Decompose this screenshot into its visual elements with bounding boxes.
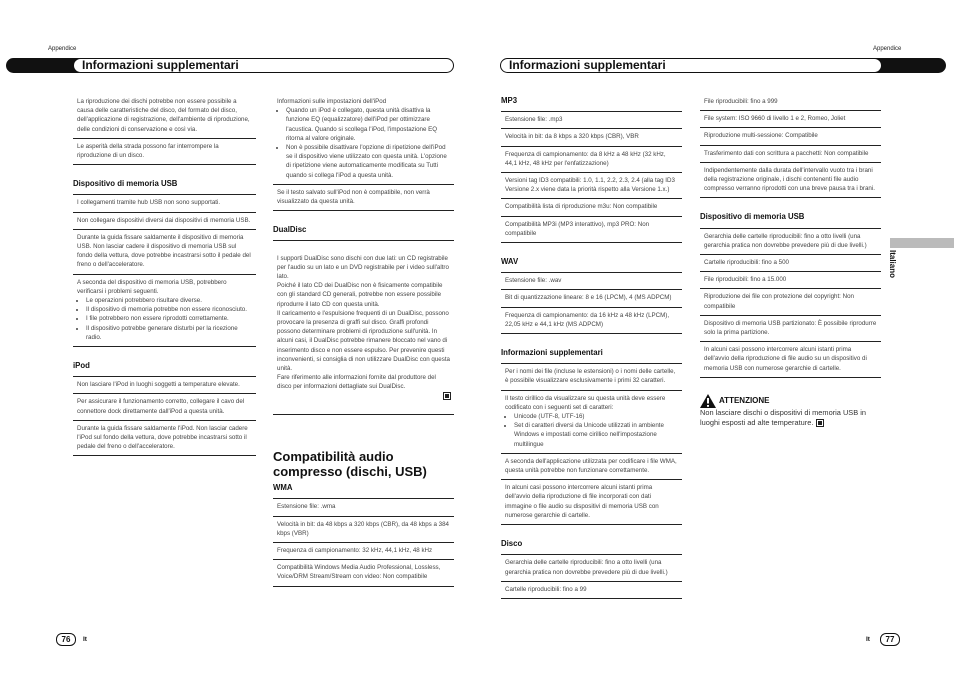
list-item: • Non è possibile disattivare l'opzione di ripetizione dell'iPod se il dispositivo viene utilizzato con questa unità. L'opzione di ripetizione viene automaticamente modificata su Tutti quando si collega l'iPod a questa unità.: [286, 143, 451, 180]
text-block: In alcuni casi possono intercorrere alcuni istanti prima dell'avvio della riproduzione di file incorporati con dati immagine o file audio su dispositivi di memoria USB con numerose gerarchie di cartelle.: [501, 480, 682, 525]
text-block: [273, 240, 454, 415]
end-mark-icon: [443, 392, 451, 400]
text-block: La riproduzione dei dischi potrebbe non essere possibile a causa delle caratteristiche del disco, del formato del disco, dell'applicazione di registrazione, dell'ambiente di riproduzione, delle condizioni di conservazione e così via.: [73, 94, 256, 139]
text-block: Per assicurare il funzionamento corretto, collegare il cavo del connettore dock direttamente dall'iPod a questa unità.: [73, 394, 256, 420]
text-block: Non collegare dispositivi diversi dai dispositivi di memoria USB.: [73, 213, 256, 230]
bullet-list: [77, 296, 253, 342]
text-block: Frequenza di campionamento: 32 kHz, 44,1 kHz, 48 kHz: [273, 543, 454, 560]
text-block: Frequenza di campionamento: da 16 kHz a 48 kHz (LPCM), 22,05 kHz e 44,1 kHz (MS ADPCM): [501, 308, 682, 334]
text-block: Compatibilità MP3i (MP3 interattivo), mp3 PRO: Non compatibile: [501, 217, 682, 243]
text-block: Non lasciare l'iPod in luoghi soggetti a temperature elevate.: [73, 376, 256, 394]
text-block: Se il testo salvato sull'iPod non è compatibile, non verrà visualizzato da questa unità.: [273, 185, 454, 211]
list-item: • Il dispositivo di memoria potrebbe non essere riconosciuto.: [86, 305, 253, 314]
text-block: In alcuni casi possono intercorrere alcuni istanti prima dell'avvio della riproduzione di file audio su un dispositivo di memoria USB con numerose gerarchie di cartelle.: [700, 342, 881, 378]
list-item: • Set di caratteri diversi da Unicode utilizzati in ambiente Windows e impostati come cirillico nell'impostazione multilingue: [514, 421, 679, 449]
warning-text-block: [700, 408, 881, 428]
section-heading-usb: Dispositivo di memoria USB: [73, 179, 178, 189]
section-heading-ipod: iPod: [73, 361, 90, 371]
text-block: Durante la guida fissare saldamente l'iPod. Non lasciar cadere l'iPod sul fondo della vettura, dove potrebbe incastrarsi sotto il pedale del freno o dell'acceleratore.: [73, 421, 256, 457]
text-block: Compatibilità lista di riproduzione m3u: Non compatibile: [501, 199, 682, 216]
section-label-right: Appendice: [873, 46, 902, 52]
warning-triangle-icon: [700, 394, 716, 408]
text-block: Compatibilità Windows Media Audio Professional, Lossless, Voice/DRM Stream/Stream con video: Non compatibile: [273, 560, 454, 586]
bullet-list: [505, 412, 679, 449]
list-item: • Unicode (UTF-8, UTF-16): [514, 412, 679, 421]
text-block: Riproduzione dei file con protezione del copyright: Non compatibile: [700, 289, 881, 315]
text-block: File system: ISO 9660 di livello 1 e 2, Romeo, Joliet: [700, 111, 881, 128]
language-side-tab: [890, 238, 954, 248]
text-block: Durante la guida fissare saldamente il dispositivo di memoria USB. Non lasciar cadere il dispositivo di memoria USB sul fondo della vettura, dove potrebbe incastrarsi sotto il pedale del freno o dell'acceleratore.: [73, 230, 256, 275]
column-2: [273, 94, 454, 587]
text-block: Estensione file: .wma: [273, 498, 454, 516]
text-block: Velocità in bit: da 8 kbps a 320 kbps (CBR), VBR: [501, 129, 682, 146]
warning-heading: [700, 394, 881, 408]
subheading: Informazioni sulle impostazioni dell'iPod: [277, 98, 387, 105]
section-heading-dualdisc: DualDisc: [273, 225, 307, 235]
warning-text: Non lasciare dischi o dispositivi di memoria USB in luoghi esposti ad alte temperature.: [700, 407, 866, 427]
language-side-label: Italiano: [888, 250, 897, 279]
list-intro: Il testo cirillico da visualizzare su questa unità deve essere codificato con i seguenti set di caratteri:: [505, 394, 666, 411]
text-block: Cartelle riproducibili: fino a 500: [700, 255, 881, 272]
text-block: Gerarchia delle cartelle riproducibili: fino a otto livelli (una gerarchia pratica non dovrebbe prevedere più di due livelli.): [700, 228, 881, 255]
text-block: Frequenza di campionamento: da 8 kHz a 48 kHz (32 kHz, 44,1 kHz, 48 kHz per l'enfatizzazione): [501, 147, 682, 173]
text-block: File riproducibili: fino a 15.000: [700, 272, 881, 289]
text-block: Versioni tag ID3 compatibili: 1.0, 1.1, 2.2, 2.3, 2.4 (alla tag ID3 Versione 2.x viene data la priorità rispetto alla Versione 1.x.): [501, 173, 682, 199]
text-block: Estensione file: .wav: [501, 272, 682, 290]
text-block: A seconda dell'applicazione utilizzata per codificare i file WMA, questa unità potrebbe non funzionare correttamente.: [501, 454, 682, 480]
text-block: Estensione file: .mp3: [501, 111, 682, 129]
text-block: Indipendentemente dalla durata dell'intervallo vuoto tra i brani della registrazione originale, i dischi contenenti file audio compresso verranno riprodotti con una breve pausa tra i brani.: [700, 163, 881, 199]
language-code-left: It: [83, 636, 87, 643]
text-block: I collegamenti tramite hub USB non sono supportati.: [73, 194, 256, 212]
text-block: Trasferimento dati con scrittura a pacchetti: Non compatibile: [700, 146, 881, 163]
text-block: Per i nomi dei file (incluse le estensioni) o i nomi delle cartelle, è possibile visualizzare esclusivamente i primi 32 caratteri.: [501, 363, 682, 390]
section-heading-disco: Disco: [501, 539, 523, 549]
column-3: [501, 94, 682, 599]
text-block: Gerarchia delle cartelle riproducibili: fino a otto livelli (una gerarchia pratica non dovrebbe prevedere più di due livelli.): [501, 554, 682, 581]
bullet-list: [277, 106, 451, 180]
text-block: Dispositivo di memoria USB partizionato: È possibile riprodurre solo la prima partizione.: [700, 316, 881, 342]
text-block: Riproduzione multi-sessione: Compatibile: [700, 128, 881, 145]
end-mark-icon: [816, 419, 824, 427]
text-block: File riproducibili: fino a 999: [700, 94, 881, 111]
list-intro: A seconda del dispositivo di memoria USB, potrebbero verificarsi i problemi seguenti.: [77, 278, 227, 295]
text-block: [73, 275, 256, 347]
text-block: Le asperità della strada possono far interrompere la riproduzione di un disco.: [73, 139, 256, 165]
list-item: • Le operazioni potrebbero risultare diverse.: [86, 296, 253, 305]
section-heading-compat: Compatibilità audio compresso (dischi, USB): [273, 449, 427, 480]
language-code-right: It: [866, 636, 870, 643]
text-block: Velocità in bit: da 48 kbps a 320 kbps (CBR), da 48 kbps a 384 kbps (VBR): [273, 517, 454, 543]
list-item: • Il dispositivo potrebbe generare disturbi per la ricezione radio.: [86, 324, 253, 342]
column-4: [700, 94, 881, 428]
page-title-left: Informazioni supplementari: [73, 58, 454, 73]
section-heading-wma: WMA: [273, 483, 293, 493]
text-block: Cartelle riproducibili: fino a 99: [501, 582, 682, 599]
section-heading-usb: Dispositivo di memoria USB: [700, 212, 805, 222]
text-block: [501, 391, 682, 454]
dualdisc-text: I supporti DualDisc sono dischi con due lati: un CD registrabile per l'audio su un lato e un DVD registrabile per i video sull'altro lato. Poiché il lato CD dei DualDisc non è fisicamente compatibile con gli standard CD generali, potrebbe non essere possibile riprodurre il lato CD con questa unità. Il caricamento e l'espulsione frequenti di un DualDisc, possono provocare la presenza di graffi sul disco. Graffi profondi possono determinare problemi di riproduzione sull'unità. In alcuni casi, il DualDisc potrebbe rimanere bloccato nel vano di inserimento disco e non essere espulso. Per prevenire questi inconvenienti, si consiglia di non utilizzare DualDisc con questa unità. Fare riferimento alle informazioni fornite dal produttore del disco per informazioni dettagliate sui DualDisc.: [277, 254, 450, 391]
text-block: Bit di quantizzazione lineare: 8 e 16 (LPCM), 4 (MS ADPCM): [501, 290, 682, 307]
section-label-left: Appendice: [48, 46, 77, 52]
list-item: • I file potrebbero non essere riprodotti correttamente.: [86, 314, 253, 323]
page-title-right: Informazioni supplementari: [500, 58, 882, 73]
page-number-right: 77: [880, 633, 900, 646]
list-item: • Quando un iPod è collegato, questa unità disattiva la funzione EQ (equalizzatore) dell'iPod per ottimizzare l'acustica. Quando si scollega l'iPod, l'impostazione EQ ritorna al valore originale.: [286, 106, 451, 143]
page-number-left: 76: [56, 633, 76, 646]
section-heading-wav: WAV: [501, 257, 519, 267]
section-heading-mp3: MP3: [501, 96, 518, 105]
section-heading-info: Informazioni supplementari: [501, 348, 603, 358]
warning-title: ATTENZIONE: [719, 396, 770, 406]
column-1: [73, 94, 256, 456]
text-block: [273, 94, 454, 185]
